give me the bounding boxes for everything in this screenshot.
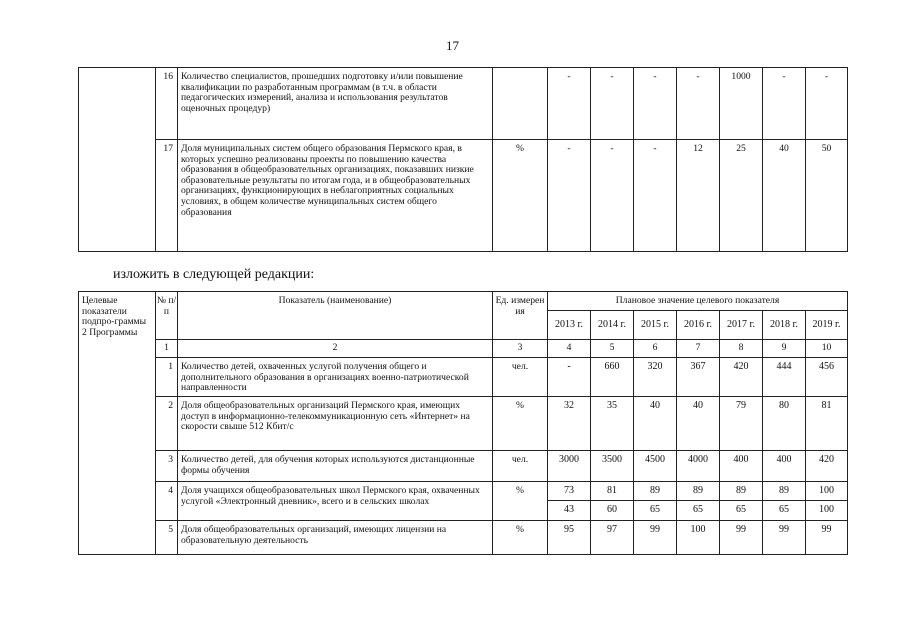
- indicator-text: Доля учащихся общеобразовательных школ Пермского края, охваченных услугой «Электронный дневник», всего и в сельских школах: [178, 482, 493, 521]
- unit-cell: чел.: [493, 451, 548, 482]
- value-cell: 89: [720, 482, 763, 501]
- value-cell: 40: [677, 397, 720, 451]
- value-cell: 320: [634, 358, 677, 397]
- unit-cell: %: [493, 397, 548, 451]
- value-cell: 32: [548, 397, 591, 451]
- row-number: 4: [156, 482, 178, 521]
- number-header: № п/п: [156, 292, 178, 340]
- indicator-text: Доля общеобразовательных организаций, имеющих лицензии на образовательную деятельность: [178, 521, 493, 555]
- indicator-text: Количество детей, охваченных услугой получения общего и дополнительного образования в организациях военно-патриотической направленности: [178, 358, 493, 397]
- value-cell: 400: [763, 451, 806, 482]
- value-cell: 420: [806, 451, 848, 482]
- value-cell: 81: [591, 482, 634, 501]
- value-cell: 100: [806, 501, 848, 521]
- row-number: 16: [156, 68, 178, 140]
- unit-cell: %: [493, 140, 548, 252]
- year-header: 2013 г.: [548, 311, 591, 340]
- unit-cell: %: [493, 482, 548, 521]
- value-cell: -: [806, 68, 848, 140]
- row-number: 2: [156, 397, 178, 451]
- value-cell: 400: [720, 451, 763, 482]
- value-cell: -: [548, 68, 591, 140]
- indicator-text: Количество специалистов, прошедших подготовку и/или повышение квалификации по разработанным программам (в т.ч. в области педагогических измерений, анализа и использования результатов оценочных процедур): [178, 68, 493, 140]
- value-cell: 456: [806, 358, 848, 397]
- value-cell: 89: [763, 482, 806, 501]
- table-row: [79, 397, 848, 451]
- value-cell: 100: [806, 482, 848, 501]
- goal-header: Целевые показатели подпро-граммы 2 Программы: [79, 292, 156, 555]
- old-row-16: [79, 68, 848, 140]
- value-cell: 80: [763, 397, 806, 451]
- value-cell: 4500: [634, 451, 677, 482]
- table-row: [79, 358, 848, 397]
- value-cell: 4000: [677, 451, 720, 482]
- row-number: 5: [156, 521, 178, 555]
- value-cell: 3000: [548, 451, 591, 482]
- value-cell: 99: [634, 521, 677, 555]
- value-cell: 73: [548, 482, 591, 501]
- value-cell: 60: [591, 501, 634, 521]
- index-cell: 1: [156, 340, 178, 358]
- goal-cell: [79, 68, 156, 252]
- year-header: 2018 г.: [763, 311, 806, 340]
- intro-text: изложить в следующей редакции:: [113, 267, 315, 282]
- value-cell: -: [591, 68, 634, 140]
- indicator-text: Доля общеобразовательных организаций Пермского края, имеющих доступ в информационно-телекоммуникационную сеть «Интернет» на скорости свыше 512 Кбит/с: [178, 397, 493, 451]
- row-number: 17: [156, 140, 178, 252]
- value-cell: -: [548, 140, 591, 252]
- indicator-text: Количество детей, для обучения которых используются дистанционные формы обучения: [178, 451, 493, 482]
- value-cell: 79: [720, 397, 763, 451]
- value-cell: 65: [763, 501, 806, 521]
- index-cell: 6: [634, 340, 677, 358]
- unit-cell: чел.: [493, 358, 548, 397]
- unit-cell: [493, 68, 548, 140]
- value-cell: -: [634, 68, 677, 140]
- index-cell: 9: [763, 340, 806, 358]
- old-row-17: [79, 140, 848, 252]
- value-cell: 81: [806, 397, 848, 451]
- year-header: 2015 г.: [634, 311, 677, 340]
- index-cell: 2: [178, 340, 493, 358]
- value-cell: 50: [806, 140, 848, 252]
- value-cell: -: [548, 358, 591, 397]
- index-cell: 4: [548, 340, 591, 358]
- value-cell: 25: [720, 140, 763, 252]
- index-cell: 8: [720, 340, 763, 358]
- value-cell: 65: [720, 501, 763, 521]
- index-cell: 5: [591, 340, 634, 358]
- index-cell: 7: [677, 340, 720, 358]
- value-cell: -: [763, 68, 806, 140]
- value-cell: 367: [677, 358, 720, 397]
- plan-header: Плановое значение целевого показателя: [548, 292, 848, 311]
- table-row: [79, 451, 848, 482]
- value-cell: 89: [634, 482, 677, 501]
- index-cell: 3: [493, 340, 548, 358]
- value-cell: 444: [763, 358, 806, 397]
- table-row: [79, 521, 848, 555]
- page-number: 17: [446, 38, 459, 53]
- value-cell: 1000: [720, 68, 763, 140]
- row-number: 3: [156, 451, 178, 482]
- value-cell: 97: [591, 521, 634, 555]
- index-cell: 10: [806, 340, 848, 358]
- index-row: [79, 340, 848, 358]
- year-header: 2014 г.: [591, 311, 634, 340]
- unit-header: Ед. измерен ия: [493, 292, 548, 340]
- value-cell: 3500: [591, 451, 634, 482]
- value-cell: 99: [720, 521, 763, 555]
- value-cell: -: [591, 140, 634, 252]
- value-cell: 99: [806, 521, 848, 555]
- old-indicators-table: [78, 67, 848, 252]
- header-row: [79, 292, 848, 311]
- value-cell: 99: [763, 521, 806, 555]
- indicator-text: Доля муниципальных систем общего образования Пермского края, в которых успешно реализованы проекты по повышению качества образования в общеобразовательных организациях, показавших низкие образовательные результаты по итогам года, и в общеобразовательных организациях, функционирующих в неблагоприятных социальных условиях, в общем количестве муниципальных систем общего образования: [178, 140, 493, 252]
- value-cell: 43: [548, 501, 591, 521]
- value-cell: 89: [677, 482, 720, 501]
- unit-cell: %: [493, 521, 548, 555]
- value-cell: 95: [548, 521, 591, 555]
- value-cell: 65: [634, 501, 677, 521]
- year-header: 2019 г.: [806, 311, 848, 340]
- value-cell: 12: [677, 140, 720, 252]
- value-cell: -: [677, 68, 720, 140]
- value-cell: 40: [634, 397, 677, 451]
- new-indicators-table: [78, 291, 848, 555]
- year-header: 2017 г.: [720, 311, 763, 340]
- value-cell: -: [634, 140, 677, 252]
- table-row: [79, 482, 848, 501]
- value-cell: 40: [763, 140, 806, 252]
- row-number: 1: [156, 358, 178, 397]
- indicator-header: Показатель (наименование): [178, 292, 493, 340]
- value-cell: 660: [591, 358, 634, 397]
- value-cell: 35: [591, 397, 634, 451]
- value-cell: 65: [677, 501, 720, 521]
- value-cell: 420: [720, 358, 763, 397]
- value-cell: 100: [677, 521, 720, 555]
- year-header: 2016 г.: [677, 311, 720, 340]
